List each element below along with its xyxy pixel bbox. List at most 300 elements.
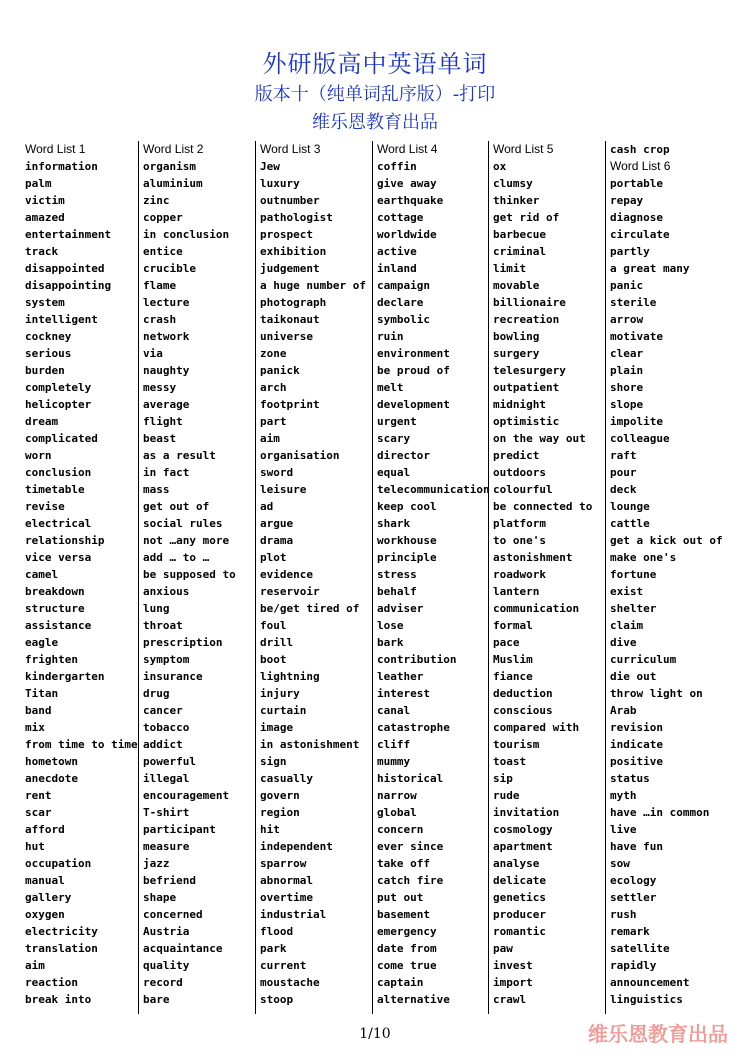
word-entry: beast (143, 432, 177, 445)
word-list-heading: Word List 6 (610, 159, 671, 173)
word-entry: come true (377, 959, 437, 972)
word-entry: narrow (377, 789, 417, 802)
word-entry: drill (260, 636, 294, 649)
word-entry: victim (25, 194, 65, 207)
word-entry: optimistic (493, 415, 560, 428)
word-entry: have …in common (610, 806, 710, 819)
word-entry: entertainment (25, 228, 112, 241)
word-entry: scary (377, 432, 411, 445)
word-entry: historical (377, 772, 444, 785)
word-entry: anxious (143, 585, 190, 598)
word-entry: ad (260, 500, 274, 513)
word-entry: assistance (25, 619, 92, 632)
word-entry: universe (260, 330, 313, 343)
word-entry: active (377, 245, 417, 258)
word-entry: be/get tired of (260, 602, 360, 615)
word-entry: midnight (493, 398, 546, 411)
publisher-line: 维乐恩教育出品 (312, 112, 438, 133)
word-entry: symbolic (377, 313, 430, 326)
word-entry: photograph (260, 296, 327, 309)
word-entry: mummy (377, 755, 411, 768)
word-entry: motivate (610, 330, 663, 343)
word-entry: rapidly (610, 959, 657, 972)
word-entry: prescription (143, 636, 223, 649)
word-entry: adviser (377, 602, 424, 615)
word-entry: anecdote (25, 772, 78, 785)
word-entry: panick (260, 364, 300, 377)
word-entry: positive (610, 755, 663, 768)
word-entry: shore (610, 381, 644, 394)
word-entry: T-shirt (143, 806, 190, 819)
word-entry: argue (260, 517, 294, 530)
word-entry: image (260, 721, 294, 734)
word-entry: director (377, 449, 430, 462)
word-entry: from time to time (25, 738, 138, 751)
word-entry: paw (493, 942, 513, 955)
word-entry: electricity (25, 925, 98, 938)
word-entry: give away (377, 177, 437, 190)
word-entry: system (25, 296, 65, 309)
word-entry: leisure (260, 483, 307, 496)
word-entry: drama (260, 534, 294, 547)
word-entry: crucible (143, 262, 196, 275)
word-entry: outpatient (493, 381, 560, 394)
word-entry: on the way out (493, 432, 586, 445)
word-entry: emergency (377, 925, 437, 938)
word-entry: workhouse (377, 534, 437, 547)
word-entry: platform (493, 517, 546, 530)
word-entry: mix (25, 721, 45, 734)
word-entry: messy (143, 381, 177, 394)
word-entry: symptom (143, 653, 190, 666)
word-entry: timetable (25, 483, 85, 496)
word-entry: zone (260, 347, 287, 360)
word-entry: recreation (493, 313, 560, 326)
word-entry: jazz (143, 857, 170, 870)
word-entry: in conclusion (143, 228, 230, 241)
word-entry: lung (143, 602, 170, 615)
word-entry: movable (493, 279, 540, 292)
word-entry: exist (610, 585, 644, 598)
word-column-3 (255, 141, 372, 1014)
word-entry: put out (377, 891, 424, 904)
word-entry: tobacco (143, 721, 190, 734)
word-entry: formal (493, 619, 533, 632)
word-entry: abnormal (260, 874, 313, 887)
word-entry: worn (25, 449, 52, 462)
word-entry: cancer (143, 704, 183, 717)
word-entry: taikonaut (260, 313, 320, 326)
word-entry: crawl (493, 993, 527, 1006)
word-entry: helicopter (25, 398, 92, 411)
word-entry: hit (260, 823, 280, 836)
word-entry: scar (25, 806, 52, 819)
word-entry: in astonishment (260, 738, 360, 751)
word-entry: encouragement (143, 789, 230, 802)
word-entry: partly (610, 245, 650, 258)
word-entry: lightning (260, 670, 320, 683)
word-entry: stoop (260, 993, 294, 1006)
word-entry: throat (143, 619, 183, 632)
word-entry: part (260, 415, 287, 428)
word-entry: translation (25, 942, 98, 955)
word-entry: arch (260, 381, 287, 394)
word-entry: moustache (260, 976, 320, 989)
word-entry: information (25, 160, 98, 173)
word-entry: live (610, 823, 637, 836)
word-entry: import (493, 976, 533, 989)
word-entry: have fun (610, 840, 663, 853)
word-entry: break into (25, 993, 92, 1006)
word-entry: keep cool (377, 500, 437, 513)
word-entry: curriculum (610, 653, 677, 666)
word-entry: invitation (493, 806, 560, 819)
word-entry: genetics (493, 891, 546, 904)
word-list-heading: Word List 2 (143, 142, 204, 156)
word-entry: kindergarten (25, 670, 105, 683)
word-entry: cliff (377, 738, 411, 751)
word-entry: evidence (260, 568, 313, 581)
word-entry: leather (377, 670, 424, 683)
word-entry: rush (610, 908, 637, 921)
word-entry: colleague (610, 432, 670, 445)
word-entry: quality (143, 959, 190, 972)
word-entry: shape (143, 891, 177, 904)
word-entry: conclusion (25, 466, 92, 479)
word-entry: bark (377, 636, 404, 649)
word-entry: a huge number of (260, 279, 366, 292)
publisher-watermark: 维乐恩教育出品 (588, 1022, 728, 1046)
word-entry: communication (493, 602, 580, 615)
word-list-heading: Word List 3 (260, 142, 321, 156)
word-entry: reservoir (260, 585, 320, 598)
word-entry: copper (143, 211, 183, 224)
word-entry: apartment (493, 840, 553, 853)
word-entry: clear (610, 347, 644, 360)
word-entry: portable (610, 177, 663, 190)
word-entry: colourful (493, 483, 553, 496)
word-entry: casually (260, 772, 313, 785)
word-entry: judgement (260, 262, 320, 275)
word-entry: limit (493, 262, 527, 275)
word-entry: organisation (260, 449, 340, 462)
word-entry: govern (260, 789, 300, 802)
word-column-1 (21, 141, 137, 1014)
word-entry: ruin (377, 330, 404, 343)
word-list-heading: Word List 4 (377, 142, 438, 156)
word-columns (21, 141, 731, 1014)
word-entry: network (143, 330, 190, 343)
word-entry: sip (493, 772, 513, 785)
word-entry: amazed (25, 211, 65, 224)
word-entry: Arab (610, 704, 637, 717)
word-entry: deck (610, 483, 637, 496)
word-entry: concerned (143, 908, 203, 921)
word-entry: surgery (493, 347, 540, 360)
word-entry: hut (25, 840, 45, 853)
word-entry: in fact (143, 466, 190, 479)
word-entry: telesurgery (493, 364, 566, 377)
word-entry: plain (610, 364, 644, 377)
word-entry: intelligent (25, 313, 98, 326)
word-entry: linguistics (610, 993, 683, 1006)
word-entry: date from (377, 942, 437, 955)
word-entry: campaign (377, 279, 430, 292)
word-entry: entice (143, 245, 183, 258)
word-entry: canal (377, 704, 411, 717)
word-entry: deduction (493, 687, 553, 700)
word-entry: befriend (143, 874, 196, 887)
word-entry: via (143, 347, 163, 360)
word-entry: injury (260, 687, 300, 700)
word-entry: ox (493, 160, 507, 173)
word-entry: zinc (143, 194, 170, 207)
word-entry: ever since (377, 840, 444, 853)
word-entry: catch fire (377, 874, 444, 887)
word-entry: relationship (25, 534, 105, 547)
word-entry: dive (610, 636, 637, 649)
word-entry: aim (25, 959, 45, 972)
word-entry: flood (260, 925, 294, 938)
word-entry: captain (377, 976, 424, 989)
word-entry: prospect (260, 228, 313, 241)
word-entry: tourism (493, 738, 540, 751)
word-entry: coffin (377, 160, 417, 173)
word-entry: mass (143, 483, 170, 496)
word-entry: reaction (25, 976, 78, 989)
word-list-heading: Word List 5 (493, 142, 554, 156)
word-entry: outnumber (260, 194, 320, 207)
word-entry: alternative (377, 993, 450, 1006)
word-entry: powerful (143, 755, 196, 768)
word-entry: interest (377, 687, 430, 700)
word-entry: independent (260, 840, 333, 853)
word-column-5 (488, 141, 605, 1014)
word-entry: Jew (260, 160, 280, 173)
word-entry: a great many (610, 262, 690, 275)
word-entry: repay (610, 194, 644, 207)
word-entry: eagle (25, 636, 59, 649)
word-entry: sow (610, 857, 630, 870)
word-entry: industrial (260, 908, 327, 921)
word-entry: concern (377, 823, 424, 836)
document-subtitle: 版本十（纯单词乱序版）-打印 (254, 84, 496, 105)
word-entry: raft (610, 449, 637, 462)
word-entry: curtain (260, 704, 307, 717)
word-entry: aluminium (143, 177, 203, 190)
word-entry: sterile (610, 296, 657, 309)
word-entry: conscious (493, 704, 553, 717)
word-entry: be connected to (493, 500, 593, 513)
word-entry: addict (143, 738, 183, 751)
word-entry: urgent (377, 415, 417, 428)
word-entry: cash crop (610, 143, 670, 156)
word-entry: toast (493, 755, 527, 768)
word-entry: camel (25, 568, 59, 581)
word-entry: drug (143, 687, 170, 700)
word-entry: stress (377, 568, 417, 581)
word-entry: slope (610, 398, 644, 411)
word-entry: catastrophe (377, 721, 450, 734)
word-entry: impolite (610, 415, 663, 428)
word-entry: telecommunication (377, 483, 490, 496)
word-entry: billionaire (493, 296, 566, 309)
word-entry: track (25, 245, 59, 258)
word-entry: lose (377, 619, 404, 632)
word-entry: shark (377, 517, 411, 530)
word-entry: as a result (143, 449, 216, 462)
word-entry: die out (610, 670, 657, 683)
word-column-2 (138, 141, 255, 1014)
word-entry: average (143, 398, 190, 411)
word-entry: dream (25, 415, 59, 428)
word-entry: bowling (493, 330, 540, 343)
word-entry: status (610, 772, 650, 785)
word-entry: sword (260, 466, 294, 479)
word-entry: behalf (377, 585, 417, 598)
word-entry: serious (25, 347, 72, 360)
word-entry: plot (260, 551, 287, 564)
word-entry: current (260, 959, 307, 972)
word-entry: disappointed (25, 262, 105, 275)
word-entry: announcement (610, 976, 690, 989)
word-entry: ecology (610, 874, 657, 887)
word-entry: organism (143, 160, 196, 173)
word-entry: outdoors (493, 466, 546, 479)
word-entry: bare (143, 993, 170, 1006)
word-entry: melt (377, 381, 404, 394)
word-entry: insurance (143, 670, 203, 683)
word-entry: cockney (25, 330, 72, 343)
word-entry: revise (25, 500, 65, 513)
word-entry: analyse (493, 857, 540, 870)
word-entry: footprint (260, 398, 320, 411)
word-entry: lecture (143, 296, 190, 309)
word-entry: acquaintance (143, 942, 223, 955)
word-entry: cottage (377, 211, 424, 224)
word-entry: invest (493, 959, 533, 972)
word-entry: contribution (377, 653, 457, 666)
word-entry: gallery (25, 891, 72, 904)
word-entry: producer (493, 908, 546, 921)
word-entry: be proud of (377, 364, 450, 377)
word-entry: manual (25, 874, 65, 887)
word-entry: frighten (25, 653, 78, 666)
word-entry: sparrow (260, 857, 307, 870)
word-entry: shelter (610, 602, 657, 615)
word-entry: worldwide (377, 228, 437, 241)
word-list-heading: Word List 1 (25, 142, 86, 156)
word-column-6 (605, 141, 722, 1014)
word-entry: crash (143, 313, 177, 326)
word-entry: foul (260, 619, 287, 632)
word-entry: cattle (610, 517, 650, 530)
word-entry: fiance (493, 670, 533, 683)
word-entry: not …any more (143, 534, 230, 547)
word-entry: sign (260, 755, 287, 768)
word-entry: roadwork (493, 568, 546, 581)
word-entry: claim (610, 619, 644, 632)
word-entry: oxygen (25, 908, 65, 921)
word-entry: environment (377, 347, 450, 360)
word-entry: exhibition (260, 245, 327, 258)
word-entry: hometown (25, 755, 78, 768)
word-entry: declare (377, 296, 424, 309)
word-entry: arrow (610, 313, 644, 326)
document-title: 外研版高中英语单词 (262, 50, 488, 78)
word-entry: pathologist (260, 211, 333, 224)
word-entry: make one's (610, 551, 677, 564)
word-entry: criminal (493, 245, 546, 258)
word-entry: completely (25, 381, 92, 394)
word-entry: inland (377, 262, 417, 275)
word-entry: get a kick out of (610, 534, 723, 547)
word-entry: remark (610, 925, 650, 938)
word-entry: barbecue (493, 228, 546, 241)
word-entry: take off (377, 857, 430, 870)
word-entry: disappointing (25, 279, 112, 292)
word-entry: Muslim (493, 653, 533, 666)
word-entry: earthquake (377, 194, 444, 207)
word-entry: indicate (610, 738, 663, 751)
word-entry: revision (610, 721, 663, 734)
word-entry: equal (377, 466, 411, 479)
word-entry: principle (377, 551, 437, 564)
word-entry: aim (260, 432, 280, 445)
word-entry: Titan (25, 687, 59, 700)
word-entry: get out of (143, 500, 210, 513)
word-entry: flame (143, 279, 177, 292)
word-entry: panic (610, 279, 644, 292)
word-entry: predict (493, 449, 540, 462)
word-entry: get rid of (493, 211, 560, 224)
page-number: 1/10 (359, 1026, 391, 1042)
word-entry: afford (25, 823, 65, 836)
word-entry: Austria (143, 925, 190, 938)
word-entry: social rules (143, 517, 223, 530)
word-entry: to one's (493, 534, 546, 547)
word-entry: participant (143, 823, 216, 836)
word-entry: rude (493, 789, 520, 802)
word-entry: basement (377, 908, 430, 921)
word-entry: park (260, 942, 287, 955)
word-entry: compared with (493, 721, 580, 734)
word-entry: development (377, 398, 450, 411)
word-entry: global (377, 806, 417, 819)
word-entry: breakdown (25, 585, 85, 598)
word-entry: lounge (610, 500, 650, 513)
word-entry: pace (493, 636, 520, 649)
word-entry: naughty (143, 364, 190, 377)
word-entry: rent (25, 789, 52, 802)
word-entry: lantern (493, 585, 540, 598)
word-entry: astonishment (493, 551, 573, 564)
word-entry: myth (610, 789, 637, 802)
word-entry: be supposed to (143, 568, 236, 581)
word-entry: flight (143, 415, 183, 428)
word-entry: add … to … (143, 551, 210, 564)
word-entry: romantic (493, 925, 546, 938)
word-entry: structure (25, 602, 85, 615)
word-entry: electrical (25, 517, 92, 530)
word-entry: vice versa (25, 551, 92, 564)
word-entry: occupation (25, 857, 92, 870)
word-entry: thinker (493, 194, 540, 207)
word-entry: illegal (143, 772, 190, 785)
word-entry: fortune (610, 568, 657, 581)
word-entry: palm (25, 177, 52, 190)
word-entry: settler (610, 891, 657, 904)
